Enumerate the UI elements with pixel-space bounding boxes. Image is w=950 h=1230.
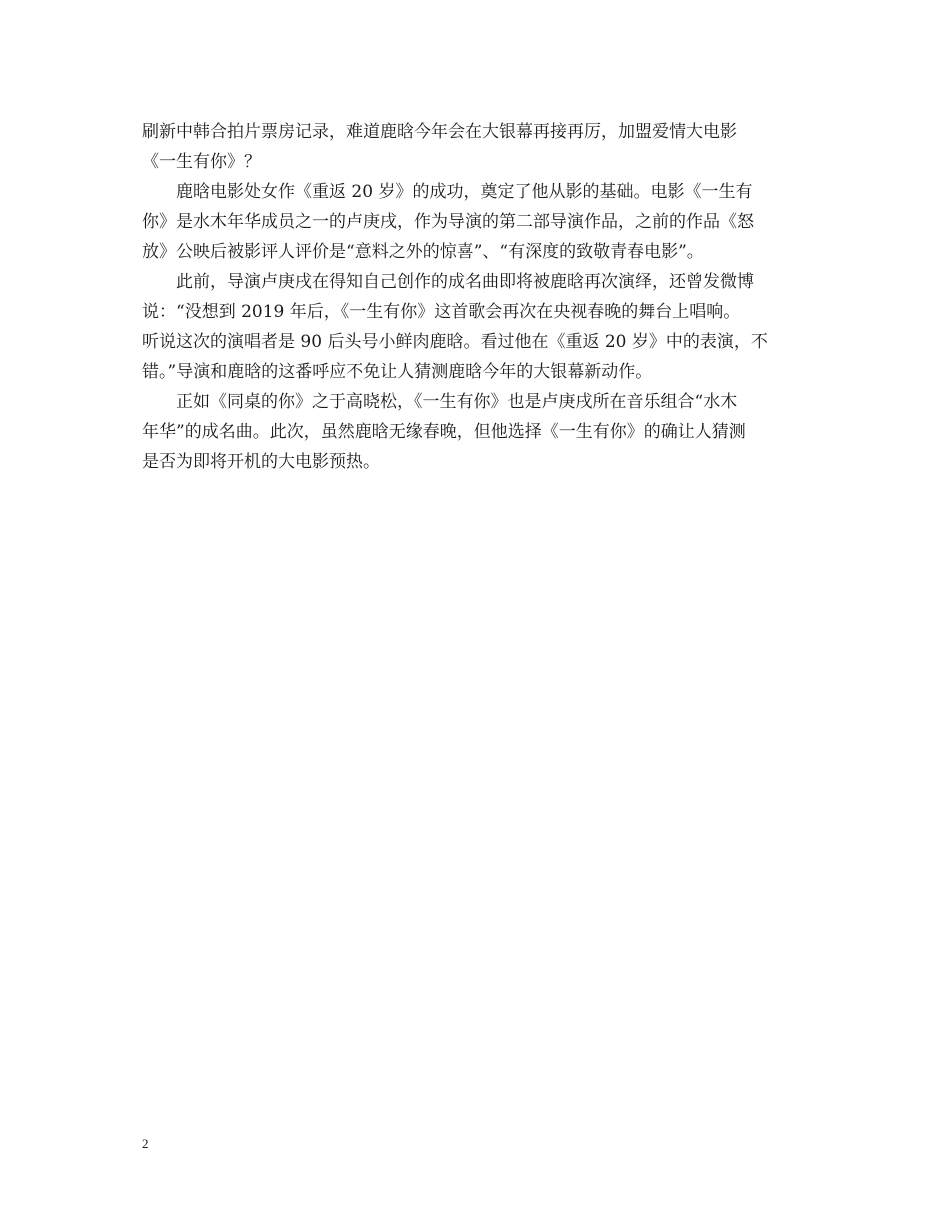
text-line: 错。”导演和鹿晗的这番呼应不免让人猜测鹿晗今年的大银幕新动作。: [142, 362, 653, 382]
paragraph-song-origin: [142, 387, 812, 477]
text-line: 说：“没想到 2019 年后，《一生有你》这首歌会再次在央视春晚的舞台上唱响。: [142, 302, 741, 322]
text-line: 你》是水木年华成员之一的卢庚戌，作为导演的第二部导演作品，之前的作品《怒: [142, 212, 754, 232]
text-line: 《一生有你》？: [142, 152, 261, 172]
text-line: 年华”的成名曲。此次，虽然鹿晗无缘春晚，但他选择《一生有你》的确让人猜测: [142, 422, 746, 442]
text-line: 是否为即将开机的大电影预热。: [142, 452, 380, 472]
article-body: [142, 117, 812, 477]
text-line: 此前，导演卢庚戌在得知自己创作的成名曲即将被鹿晗再次演绎，还曾发微博: [176, 272, 754, 292]
paragraph-film-debut: [142, 177, 812, 267]
text-line: 刷新中韩合拍片票房记录，难道鹿晗今年会在大银幕再接再厉，加盟爱情大电影: [142, 122, 737, 142]
text-line: 鹿晗电影处女作《重返 20 岁》的成功，奠定了他从影的基础。电影《一生有: [176, 182, 753, 202]
page-number: 2: [142, 1136, 149, 1151]
paragraph-director-weibo: [142, 267, 812, 387]
text-line: 正如《同桌的你》之于高晓松，《一生有你》也是卢庚戌所在音乐组合“水木: [176, 392, 738, 412]
text-line: 听说这次的演唱者是 90 后头号小鲜肉鹿晗。看过他在《重返 20 岁》中的表演，不: [142, 332, 768, 352]
text-line: 放》公映后被影评人评价是“意料之外的惊喜”、“有深度的致敬青春电影”。: [142, 242, 704, 262]
paragraph-continuation: [142, 117, 812, 177]
